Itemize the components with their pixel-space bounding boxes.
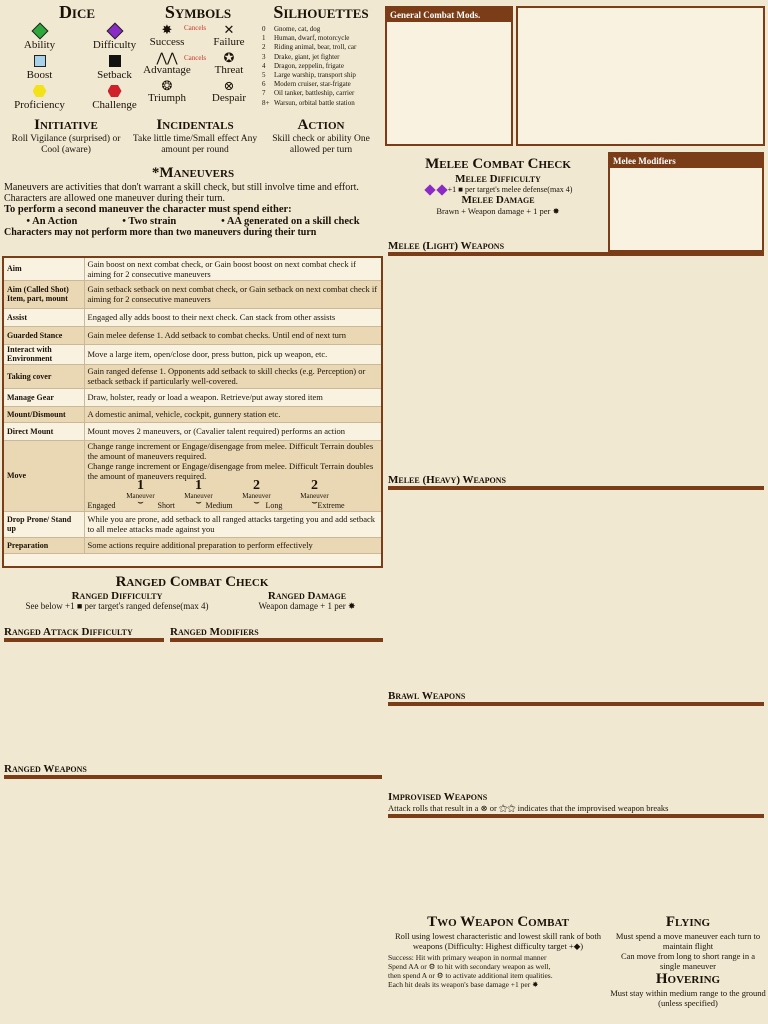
table-cell: Gain ranged defense 1. Opponents add setback to skill checks (e.g. Perception) or setback setback if particularly well-covered. [84, 364, 381, 388]
maneuver-row [4, 326, 381, 344]
maneuver-row [4, 440, 381, 511]
table-cell: Mount moves 2 maneuvers, or (Cavalier talent required) performs an action [84, 422, 381, 440]
table-cell: Mount/Dismount [4, 406, 84, 422]
challenge-die: Challenge [77, 85, 152, 111]
range-band-label: Engaged [87, 500, 116, 510]
armor-table [516, 6, 765, 146]
table-cell: A domestic animal, vehicle, cockpit, gunnery station etc. [84, 406, 381, 422]
maneuver-row [4, 308, 381, 326]
success-symbol: ✸ Success [136, 23, 198, 48]
proficiency-icon [33, 85, 47, 97]
table-cell: Interact with Environment [4, 344, 84, 364]
despair-icon: ⊗ [223, 78, 235, 93]
table-cell: Drop Prone/ Stand up [4, 511, 84, 537]
maneuver-count: 2 Maneuver ⌣ [290, 479, 340, 506]
brawl-section: Brawl Weapons [388, 690, 764, 706]
improvised-section: Improvised Weapons Attack rolls that result in a ⊗ or ⚝⚝ indicates that the improvised weapon breaks [388, 791, 764, 818]
maneuver-count: 2 Maneuver ⌣ [232, 479, 282, 506]
triumph-icon: ❂ [161, 78, 173, 93]
melee-heavy-section: Melee (Heavy) Weapons [388, 474, 764, 490]
table-cell: Draw, holster, ready or load a weapon. Retrieve/put away stored item [84, 388, 381, 406]
silhouettes-section [262, 2, 380, 114]
success-icon: ✸ [161, 22, 173, 37]
table-cell: Gain boost on next combat check, or Gain boost boost on next combat check if aiming for 2 consecutive maneuvers [84, 258, 381, 280]
maneuver-row [4, 422, 381, 440]
two-weapon-each-hit: Each hit deals its weapon's base damage +1 per ✸ [388, 980, 539, 989]
table-cell: Guarded Stance [4, 326, 84, 344]
table-cell: Taking cover [4, 364, 84, 388]
cancels-label-1: Cancels [184, 24, 207, 32]
table-cell: Aim (Called Shot) Item, part, mount [4, 280, 84, 308]
challenge-icon [108, 85, 122, 97]
table-cell: Gain melee defense 1. Add setback to combat checks. Until end of next turn [84, 326, 381, 344]
difficulty-icon [106, 23, 123, 40]
range-bracket-icon: ⌣ [311, 496, 318, 508]
melee-check-section: Melee Combat Check Melee Difficulty +1 ■ per target's melee defense(max 4) Melee Damage Brawn + Weapon damage + 1 per ✸ [388, 156, 608, 217]
silhouette-row: 7 Oil tanker, battleship, carrier [262, 89, 355, 98]
boost-icon [34, 55, 46, 67]
silhouette-row: 8+ Warsun, orbital battle station [262, 98, 355, 107]
melee-modifiers: Melee Modifiers [608, 152, 764, 252]
success-icon: ✸ [348, 601, 356, 611]
range-band-label: Extreme [317, 500, 345, 510]
maneuver-row [4, 280, 381, 308]
range-band-label: Short [157, 500, 175, 510]
setback-die: Setback [77, 55, 152, 81]
range-band-label: Medium [205, 500, 233, 510]
initiative-section: Initiative Roll Vigilance (surprised) or Cool (aware) [11, 117, 121, 155]
difficulty-die: Difficulty [77, 25, 152, 51]
melee-difficulty-text: +1 ■ per target's melee defense(max 4) [388, 185, 608, 194]
range-bracket-icon: ⌣ [137, 496, 144, 508]
maneuver-options: • An Action • Two strain • AA generated on a skill check [26, 216, 360, 227]
symbols-section [136, 2, 260, 112]
maneuvers-table [2, 256, 383, 568]
ranged-check-section: Ranged Combat Check Ranged Difficulty See below +1 ■ per target's ranged defense(max 4) Ranged Damage Weapon damage + 1 per ✸ [2, 574, 382, 611]
table-cell: Preparation [4, 537, 84, 553]
threat-icon: ✪ [223, 50, 235, 65]
table-cell: Direct Mount [4, 422, 84, 440]
melee-damage-text: Brawn + Weapon damage + 1 per ✸ [436, 206, 560, 217]
move-text: Change range increment or Engage/disengage from melee. Difficult Terrain doubles the amount of maneuvers required. [87, 460, 374, 481]
table-cell: Manage Gear [4, 388, 84, 406]
silhouette-row: 6 Modern cruiser, star-frigate [262, 80, 351, 89]
ranged-modifiers-section: Ranged Modifiers [170, 626, 383, 642]
success-icon: ✸ [532, 980, 539, 989]
threat-symbol: ✪ Threat [198, 51, 260, 76]
range-band-label: Long [265, 500, 283, 510]
table-cell: Assist [4, 308, 84, 326]
range-bracket-icon: ⌣ [195, 496, 202, 508]
maneuvers-title: *Maneuvers [151, 165, 235, 181]
range-bracket-icon: ⌣ [253, 496, 260, 508]
maneuver-row [4, 511, 381, 537]
failure-symbol: ✕ Failure [198, 23, 260, 48]
maneuver-row [4, 537, 381, 553]
maneuver-row [4, 258, 381, 280]
general-combat-mods: General Combat Mods. [385, 6, 513, 146]
silhouettes-title: Silhouettes [273, 2, 369, 22]
advantage-icon: ⋀⋀ [156, 50, 178, 65]
setback-icon [109, 55, 121, 67]
boost-die: Boost [2, 55, 77, 81]
silhouette-row: 0 Gnome, cat, dog [262, 25, 321, 33]
maneuver-row [4, 406, 381, 422]
despair-symbol: ⊗ Despair [198, 79, 260, 104]
triumph-symbol: ❂ Triumph [136, 79, 198, 104]
table-cell: Aim [4, 258, 84, 280]
table-cell: Some actions require additional preparation to perform effectively [84, 537, 381, 553]
incidentals-section: Incidentals Take little time/Small effect Any amount per round [132, 117, 258, 155]
ranged-weapons-section: Ranged Weapons [4, 763, 382, 779]
failure-icon: ✕ [223, 22, 235, 37]
table-cell: While you are prone, add setback to all ranged attacks targeting you and add setback to all melee attacks made against you [84, 511, 381, 537]
flying-section: Flying Must spend a move maneuver each turn to maintain flight Can move from long to short range in a single maneuver Hovering Must stay within medium range to the ground (unless specified) [610, 914, 766, 1008]
silhouette-row: 5 Large warship, transport ship [262, 71, 356, 80]
symbols-title: Symbols [164, 2, 232, 22]
proficiency-die: Proficiency [2, 85, 77, 111]
table-cell: Move [4, 440, 84, 511]
action-section: Action Skill check or ability One allowed per turn [272, 117, 370, 155]
dice-section [2, 2, 152, 112]
silhouette-row: 2 Riding animal, bear, troll, car [262, 43, 357, 52]
maneuver-count: 1 Maneuver ⌣ [174, 479, 224, 506]
advantage-symbol: ⋀⋀ Advantage [136, 51, 198, 76]
maneuver-row [4, 344, 381, 364]
ranged-damage-text: Weapon damage + 1 per ✸ [258, 601, 356, 611]
silhouette-row: 1 Human, dwarf, motorcycle [262, 34, 350, 43]
table-cell: Gain setback setback on next combat check, or Gain setback on next combat check if aiming for 2 consecutive maneuvers [84, 280, 381, 308]
move-scale [87, 477, 379, 511]
dice-title: Dice [58, 2, 96, 22]
table-cell: Engaged ally adds boost to their next check. Can stack from other assists [84, 308, 381, 326]
melee-light-section: Melee (Light) Weapons [388, 240, 764, 256]
success-icon: ✸ [552, 206, 560, 217]
ability-icon [31, 23, 48, 40]
maneuver-row [4, 364, 381, 388]
silhouette-row: 3 Drake, giant, jet fighter [262, 52, 340, 61]
ability-die: Ability [2, 25, 77, 51]
ranged-difficulty-section: Ranged Attack Difficulty [4, 626, 164, 642]
cancels-label-2: Cancels [184, 54, 207, 62]
two-weapon-section: Two Weapon Combat Roll using lowest characteristic and lowest skill rank of both weapons (Difficulty: Highest difficulty target +◆) Success: Hit with primary weapon in normal manner Spend AA or ⚙ to hit with secondary weapon as well, then spend A or ⚙ to activate additional item qualities. Each hit deals its weapon's base damage +1 per ✸ [388, 914, 608, 989]
table-cell: Change range increment or Engage/disengage from melee. Difficult Terrain doubles the amount of maneuvers required. Change range increment or Engage/disengage from melee. Difficult Terrain doubles the amount of maneuvers required. Engaged Short Medium Long Extreme 1 Maneuver ⌣ 1 Maneuver ⌣ 2 Maneuver ⌣ 2 Maneuver ⌣ [84, 440, 381, 511]
silhouettes-list [262, 25, 380, 108]
maneuver-count: 1 Maneuver ⌣ [116, 479, 166, 506]
table-cell: Move a large item, open/close door, press button, pick up weapon, etc. [84, 344, 381, 364]
maneuvers-section: *Maneuvers Maneuvers are activities that don't warrant a skill check, but still involve time and effort. Characters are allowed one maneuver during their turn. To perform a second maneuver the character must spend either: • An Action • Two strain • AA generated on a skill check Characters may not perform more than two maneuvers during their turn [4, 165, 382, 238]
silhouette-row: 4 Dragon, zeppelin, frigate [262, 61, 344, 70]
maneuver-row [4, 388, 381, 406]
